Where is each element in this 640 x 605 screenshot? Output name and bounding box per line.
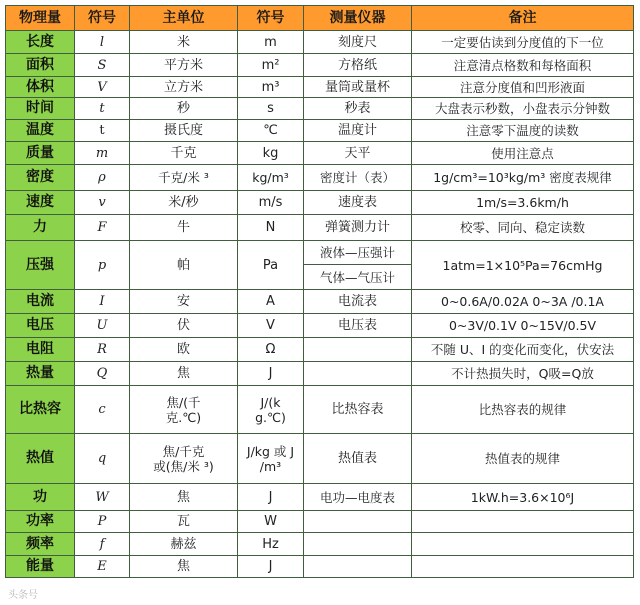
remark-cell: 一定要估读到分度值的下一位 <box>412 31 634 54</box>
unit-symbol-cell: Hz <box>238 533 304 556</box>
unit-symbol-cell: kg <box>238 142 304 165</box>
table-row <box>6 556 634 578</box>
header-instrument: 测量仪器 <box>304 6 412 31</box>
unit-symbol-cell: m/s <box>238 191 304 215</box>
quantity-cell: 功率 <box>6 511 75 533</box>
quantity-cell: 温度 <box>6 120 75 142</box>
symbol-cell: v <box>75 191 130 215</box>
unit-line-2: 或(焦/米 ³) <box>153 458 214 474</box>
remark-cell: 1m/s=3.6km/h <box>412 191 634 215</box>
unit-symbol-cell: J <box>238 484 304 511</box>
symbol-cell: t <box>75 120 130 142</box>
table-row <box>6 77 634 98</box>
instrument-cell: 密度计（表） <box>304 165 412 191</box>
table-row <box>6 338 634 362</box>
table-row <box>6 362 634 386</box>
quantity-cell: 长度 <box>6 31 75 54</box>
remark-cell: 大盘表示秒数，小盘表示分钟数 <box>412 98 634 120</box>
instrument-cell: 比热容表 <box>304 386 412 434</box>
instrument-cell: 秒表 <box>304 98 412 120</box>
table-row <box>6 290 634 314</box>
symbol-cell: m <box>75 142 130 165</box>
quantity-cell: 质量 <box>6 142 75 165</box>
symbol-cell: U <box>75 314 130 338</box>
table-row <box>6 241 634 265</box>
unit-cell: 立方米 <box>130 77 238 98</box>
unit-symbol-cell: s <box>238 98 304 120</box>
unit-symbol-cell: N <box>238 215 304 241</box>
quantity-cell: 速度 <box>6 191 75 215</box>
instrument-cell: 量筒或量杯 <box>304 77 412 98</box>
quantity-cell: 体积 <box>6 77 75 98</box>
instrument-cell: 弹簧测力计 <box>304 215 412 241</box>
remark-cell: 注意分度值和凹形液面 <box>412 77 634 98</box>
instrument-cell <box>304 338 412 362</box>
unit-cell: 焦 <box>130 556 238 578</box>
table-row <box>6 31 634 54</box>
symbol-cell: S <box>75 54 130 77</box>
quantity-cell: 电压 <box>6 314 75 338</box>
unit-symbol-cell: Ω <box>238 338 304 362</box>
unit-cell: 伏 <box>130 314 238 338</box>
remark-cell <box>412 511 634 533</box>
remark-cell: 不计热损失时，Q吸=Q放 <box>412 362 634 386</box>
quantity-cell: 功 <box>6 484 75 511</box>
header-remarks: 备注 <box>412 6 634 31</box>
unit-symbol-cell: m <box>238 31 304 54</box>
unit-symbol-line-1: J/(k <box>260 394 281 410</box>
remark-cell: 0~3V/0.1V 0~15V/0.5V <box>412 314 634 338</box>
quantity-cell: 压强 <box>6 241 75 290</box>
unit-cell: 米 <box>130 31 238 54</box>
table-row <box>6 314 634 338</box>
table-row <box>6 511 634 533</box>
instrument-cell: 刻度尺 <box>304 31 412 54</box>
unit-symbol-cell: J <box>238 362 304 386</box>
unit-symbol-cell: V <box>238 314 304 338</box>
instrument-cell: 天平 <box>304 142 412 165</box>
table-row <box>6 191 634 215</box>
quantity-cell: 热值 <box>6 434 75 484</box>
header-main-unit: 主单位 <box>130 6 238 31</box>
table-container <box>5 5 634 578</box>
unit-cell: 千克/米 ³ <box>130 165 238 191</box>
instrument-cell: 电流表 <box>304 290 412 314</box>
symbol-cell: p <box>75 241 130 290</box>
table-row <box>6 120 634 142</box>
unit-symbol-cell <box>238 434 304 484</box>
symbol-cell: q <box>75 434 130 484</box>
table-header-row <box>6 6 634 31</box>
unit-symbol-cell: kg/m³ <box>238 165 304 191</box>
unit-cell: 牛 <box>130 215 238 241</box>
header-unit-symbol: 符号 <box>238 6 304 31</box>
unit-symbol-cell: J <box>238 556 304 578</box>
unit-line-1: 焦/(千 <box>166 394 201 410</box>
symbol-cell: I <box>75 290 130 314</box>
unit-symbol-line-1: J/kg 或 J <box>246 443 295 459</box>
instrument-cell: 温度计 <box>304 120 412 142</box>
unit-cell: 米/秒 <box>130 191 238 215</box>
quantity-cell: 力 <box>6 215 75 241</box>
remark-cell: 校零、同向、稳定读数 <box>412 215 634 241</box>
unit-cell: 赫兹 <box>130 533 238 556</box>
remark-cell: 热值表的规律 <box>412 434 634 484</box>
unit-symbol-cell: m³ <box>238 77 304 98</box>
remark-cell <box>412 556 634 578</box>
symbol-cell: W <box>75 484 130 511</box>
symbol-cell: Q <box>75 362 130 386</box>
unit-symbol-line-2: /m³ <box>259 458 282 474</box>
instrument-cell: 速度表 <box>304 191 412 215</box>
quantity-cell: 热量 <box>6 362 75 386</box>
symbol-cell: t <box>75 98 130 120</box>
unit-cell: 平方米 <box>130 54 238 77</box>
instrument-cell: 热值表 <box>304 434 412 484</box>
unit-line-1: 焦/千克 <box>162 443 205 459</box>
unit-cell: 千克 <box>130 142 238 165</box>
instrument-cell: 气体—气压计 <box>304 265 412 290</box>
instrument-cell: 电压表 <box>304 314 412 338</box>
instrument-cell: 液体—压强计 <box>304 241 412 265</box>
watermark: 头条号 <box>8 590 38 601</box>
quantity-cell: 能量 <box>6 556 75 578</box>
table-row <box>6 165 634 191</box>
unit-symbol-cell: m² <box>238 54 304 77</box>
symbol-cell: f <box>75 533 130 556</box>
instrument-cell <box>304 511 412 533</box>
table-row <box>6 386 634 434</box>
table-row <box>6 434 634 484</box>
symbol-cell: E <box>75 556 130 578</box>
unit-cell: 焦 <box>130 362 238 386</box>
header-quantity: 物理量 <box>6 6 75 31</box>
instrument-cell: 方格纸 <box>304 54 412 77</box>
quantity-cell: 时间 <box>6 98 75 120</box>
unit-symbol-cell: ℃ <box>238 120 304 142</box>
remark-cell: 不随 U、I 的变化而变化，伏安法 <box>412 338 634 362</box>
symbol-cell: V <box>75 77 130 98</box>
quantity-cell: 频率 <box>6 533 75 556</box>
unit-cell: 摄氏度 <box>130 120 238 142</box>
quantity-cell: 密度 <box>6 165 75 191</box>
symbol-cell: F <box>75 215 130 241</box>
header-symbol: 符号 <box>75 6 130 31</box>
unit-cell: 安 <box>130 290 238 314</box>
remark-cell <box>412 533 634 556</box>
unit-symbol-cell <box>238 386 304 434</box>
table-row <box>6 54 634 77</box>
symbol-cell: l <box>75 31 130 54</box>
unit-symbol-cell: Pa <box>238 241 304 290</box>
symbol-cell: R <box>75 338 130 362</box>
remark-cell: 1atm=1×10⁵Pa=76cmHg <box>412 241 634 290</box>
table-row <box>6 142 634 165</box>
physics-quantities-table <box>5 5 634 578</box>
quantity-cell: 比热容 <box>6 386 75 434</box>
unit-cell <box>130 434 238 484</box>
remark-cell: 使用注意点 <box>412 142 634 165</box>
unit-cell: 焦 <box>130 484 238 511</box>
symbol-cell: P <box>75 511 130 533</box>
remark-cell: 1kW.h=3.6×10⁶J <box>412 484 634 511</box>
unit-line-2: 克.℃) <box>165 409 202 425</box>
quantity-cell: 电流 <box>6 290 75 314</box>
remark-cell: 比热容表的规律 <box>412 386 634 434</box>
unit-cell: 瓦 <box>130 511 238 533</box>
unit-cell: 帕 <box>130 241 238 290</box>
symbol-cell: ρ <box>75 165 130 191</box>
unit-cell <box>130 386 238 434</box>
remark-cell: 0~0.6A/0.02A 0~3A /0.1A <box>412 290 634 314</box>
instrument-cell: 电功—电度表 <box>304 484 412 511</box>
unit-symbol-line-2: g.℃) <box>255 409 286 425</box>
unit-cell: 欧 <box>130 338 238 362</box>
instrument-cell <box>304 362 412 386</box>
unit-cell: 秒 <box>130 98 238 120</box>
remark-cell: 注意清点格数和每格面积 <box>412 54 634 77</box>
remark-cell: 1g/cm³=10³kg/m³ 密度表规律 <box>412 165 634 191</box>
unit-symbol-cell: A <box>238 290 304 314</box>
instrument-cell <box>304 533 412 556</box>
quantity-cell: 面积 <box>6 54 75 77</box>
remark-cell: 注意零下温度的读数 <box>412 120 634 142</box>
unit-symbol-cell: W <box>238 511 304 533</box>
quantity-cell: 电阻 <box>6 338 75 362</box>
table-row <box>6 215 634 241</box>
instrument-cell <box>304 556 412 578</box>
table-row <box>6 484 634 511</box>
table-row <box>6 533 634 556</box>
table-row <box>6 98 634 120</box>
symbol-cell: c <box>75 386 130 434</box>
